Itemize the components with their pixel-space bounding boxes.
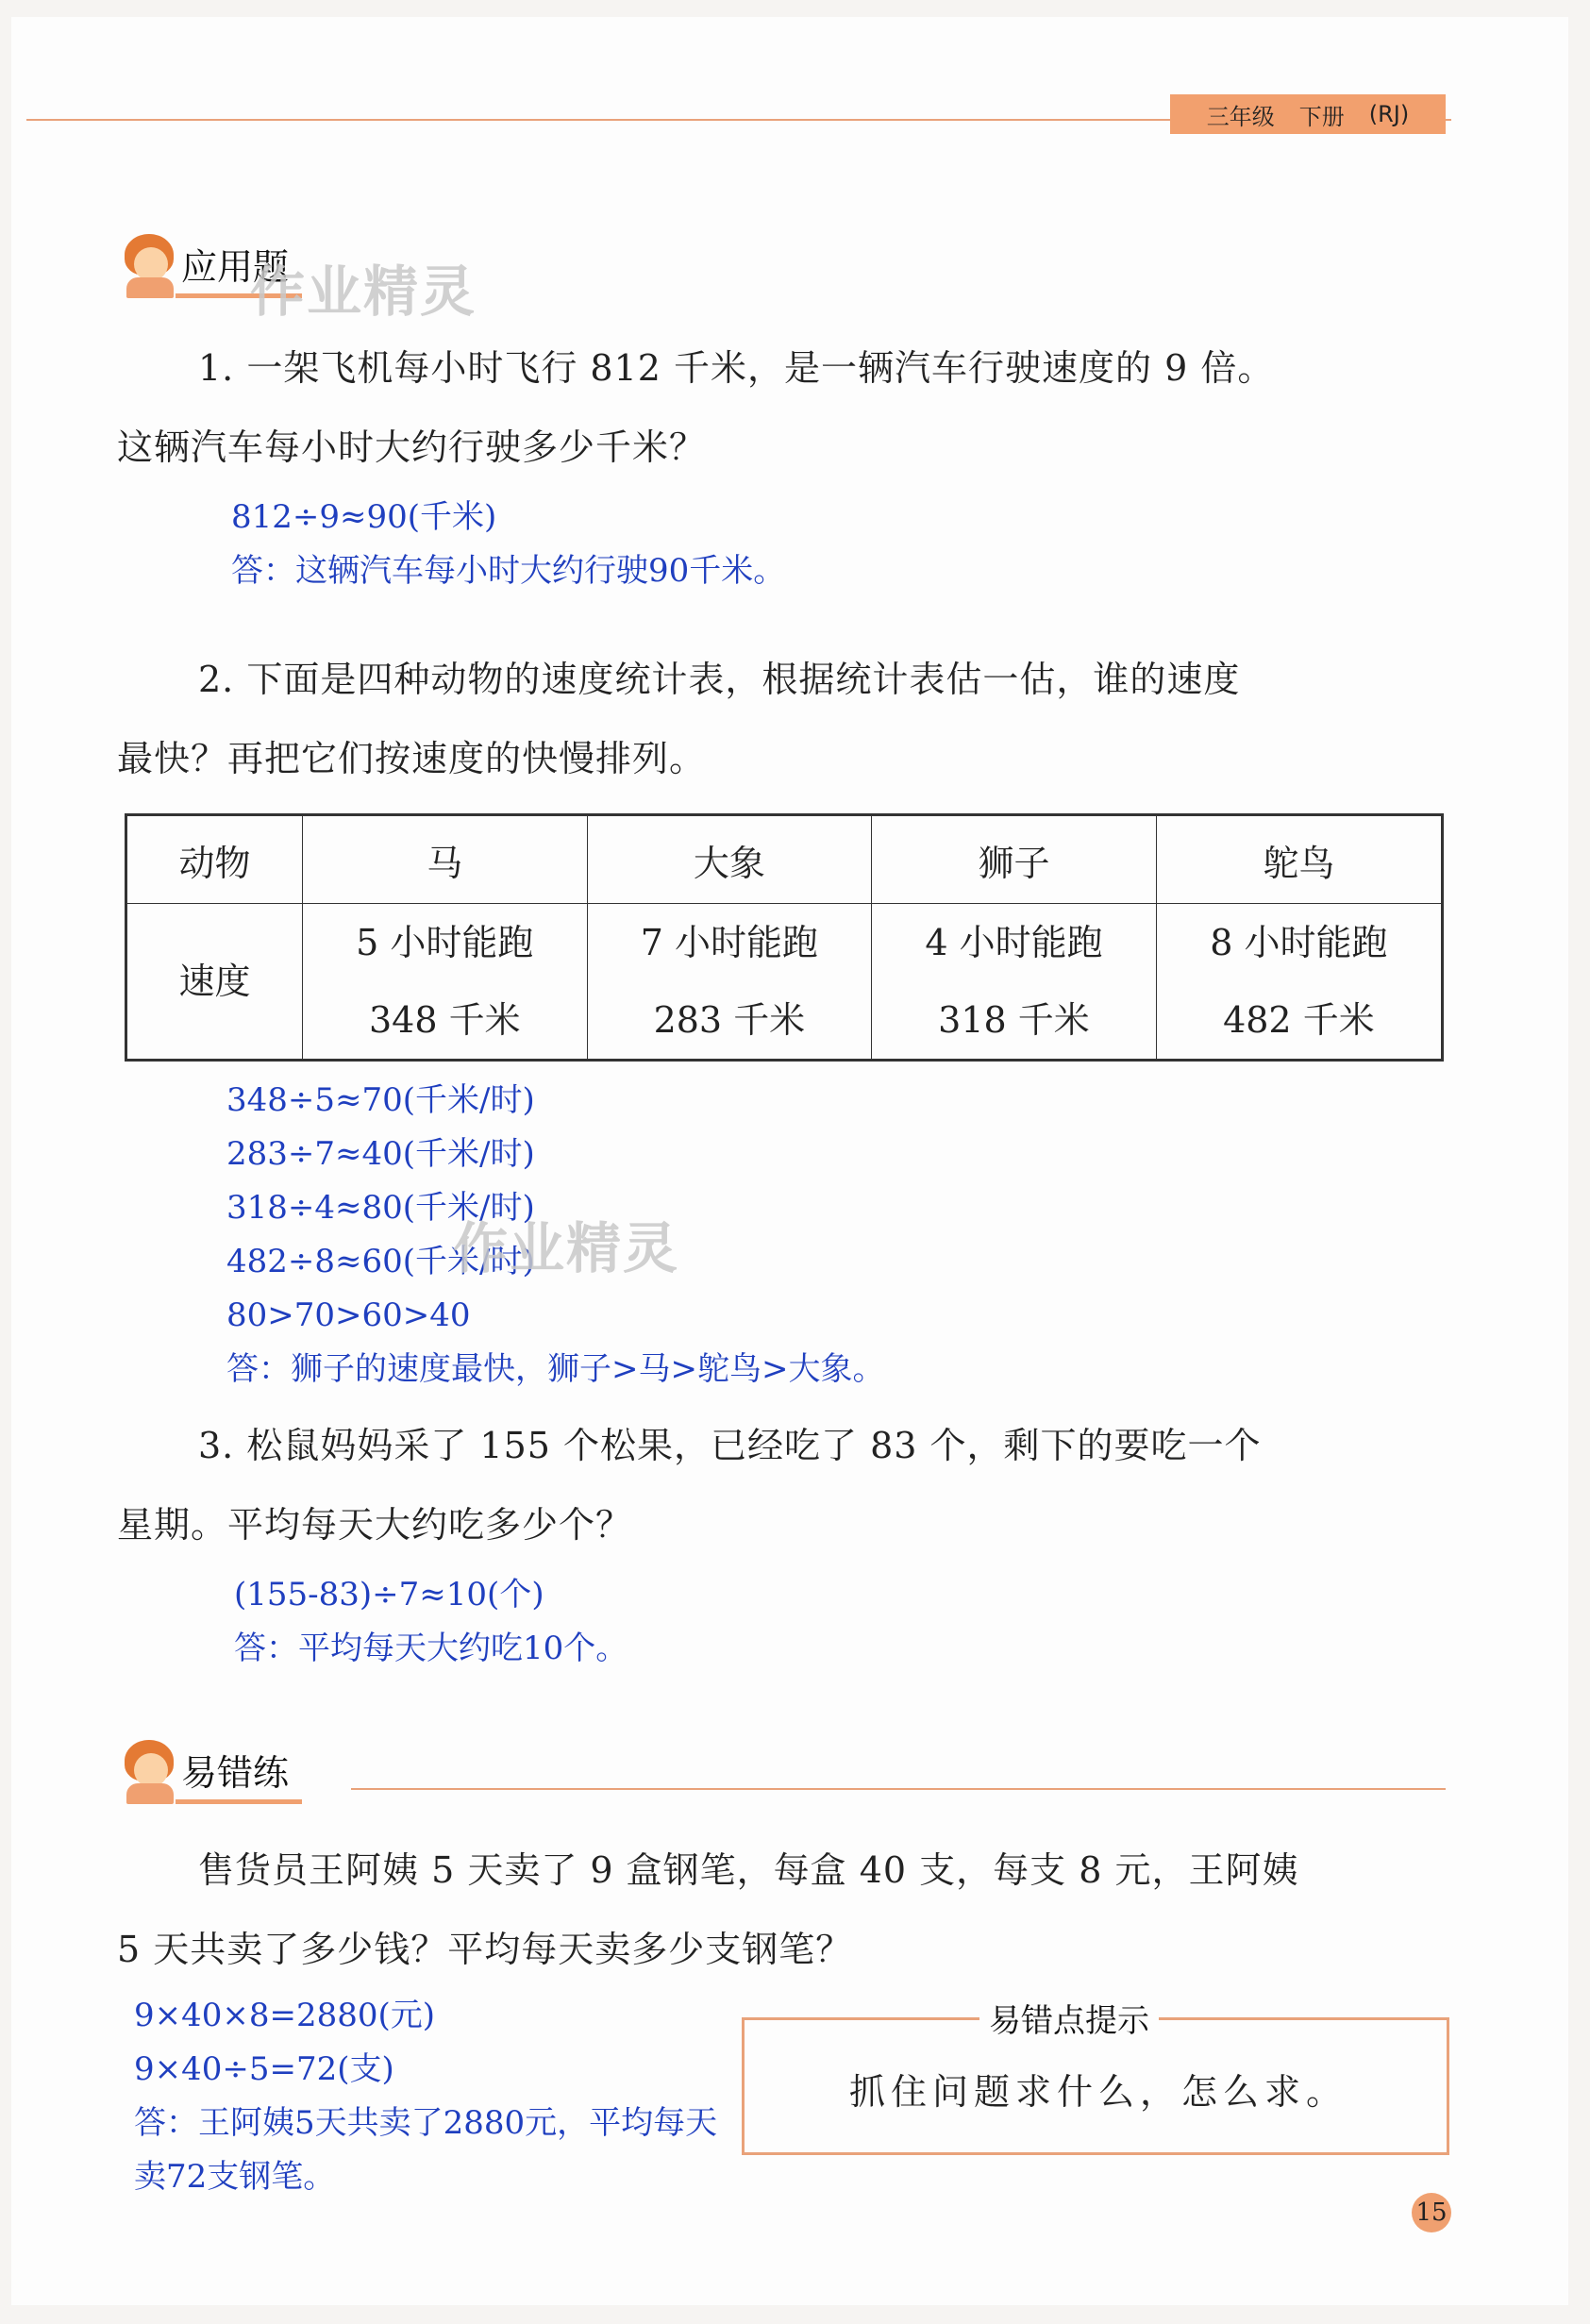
girl-mascot-icon <box>119 232 185 298</box>
section-title-mistakes: 易错练 <box>176 1744 302 1804</box>
answer-1-line-2: 答：这辆汽车每小时大约行驶90千米。 <box>231 552 786 590</box>
table-header-cell: 狮子 <box>872 815 1157 904</box>
section-title-applied: 应用题 <box>176 238 302 298</box>
grade-label: 三年级 <box>1206 103 1275 130</box>
page-number: 15 <box>1415 2199 1448 2227</box>
table-cell-line: 8 小时能跑 <box>1210 922 1388 963</box>
table-row-label: 速度 <box>126 904 303 1061</box>
table-header-cell: 动物 <box>126 815 303 904</box>
table-cell <box>872 904 1157 1061</box>
table-cell <box>1156 904 1442 1061</box>
watermark-top: 作业精灵 <box>250 259 477 324</box>
watermark-middle: 作业精灵 <box>453 1216 680 1280</box>
question-2-line-1: 2. 下面是四种动物的速度统计表，根据统计表估一估，谁的速度 <box>198 659 1241 700</box>
edition-label: (RJ) <box>1368 101 1410 127</box>
answer-1-line-1: 812÷9≈90(千米) <box>231 498 497 536</box>
answer-2-line-4: 482÷8≈60(千米/时) <box>226 1243 535 1280</box>
answer-4-line-2: 9×40÷5=72(支) <box>134 2050 394 2088</box>
answer-3-line-1: (155-83)÷7≈10(个) <box>234 1576 544 1613</box>
girl-mascot-icon <box>119 1738 185 1804</box>
page-number-badge <box>1412 2193 1451 2232</box>
table-cell-line: 318 千米 <box>938 999 1090 1041</box>
answer-2-line-5: 80>70>60>40 <box>226 1296 471 1334</box>
question-3-line-2: 星期。平均每天大约吃多少个？ <box>117 1504 633 1546</box>
table-row <box>126 904 1443 1061</box>
table-header-cell: 马 <box>303 815 588 904</box>
answer-2-line-1: 348÷5≈70(千米/时) <box>226 1081 535 1119</box>
table-cell-line: 348 千米 <box>368 999 521 1041</box>
table-cell <box>587 904 872 1061</box>
question-1-line-1: 1. 一架飞机每小时飞行 812 千米，是一辆汽车行驶速度的 9 倍。 <box>198 347 1275 389</box>
table-cell <box>303 904 588 1061</box>
table-header-row <box>126 815 1443 904</box>
question-4-line-2: 5 天共卖了多少钱？平均每天卖多少支钢笔？ <box>117 1929 853 1970</box>
table-header-cell: 大象 <box>587 815 872 904</box>
section-header-mistakes <box>119 1738 302 1804</box>
table-cell-line: 5 小时能跑 <box>356 922 534 963</box>
answer-4-line-1: 9×40×8=2880(元) <box>134 1997 436 2034</box>
table-cell-line: 7 小时能跑 <box>640 922 819 963</box>
answer-4-line-4: 卖72支钢笔。 <box>134 2158 336 2196</box>
table-header-cell: 鸵鸟 <box>1156 815 1442 904</box>
tip-title: 易错点提示 <box>979 1995 1159 2041</box>
question-3-line-1: 3. 松鼠妈妈采了 155 个松果，已经吃了 83 个，剩下的要吃一个 <box>198 1425 1262 1466</box>
tip-text: 抓住问题求什么，怎么求。 <box>849 2071 1348 2113</box>
table-cell-line: 4 小时能跑 <box>925 922 1103 963</box>
table-cell-line: 283 千米 <box>653 999 806 1041</box>
question-2-line-2: 最快？再把它们按速度的快慢排列。 <box>117 738 707 779</box>
answer-3-line-2: 答：平均每天大约吃10个。 <box>234 1630 628 1667</box>
header-badge <box>1170 94 1446 134</box>
table-cell-line: 482 千米 <box>1223 999 1375 1041</box>
volume-label: 下册 <box>1298 103 1345 130</box>
question-4-line-1: 售货员王阿姨 5 天卖了 9 盒钢笔，每盒 40 支，每支 8 元，王阿姨 <box>198 1849 1299 1891</box>
animal-speed-table <box>125 813 1444 1062</box>
answer-2-line-3: 318÷4≈80(千米/时) <box>226 1189 535 1227</box>
answer-4-line-3: 答：王阿姨5天共卖了2880元，平均每天 <box>134 2104 718 2142</box>
answer-2-line-2: 283÷7≈40(千米/时) <box>226 1135 535 1173</box>
question-1-line-2: 这辆汽车每小时大约行驶多少千米？ <box>117 426 707 468</box>
answer-2-line-6: 答：狮子的速度最快，狮子>马>鸵鸟>大象。 <box>226 1350 885 1388</box>
section-rule <box>351 1788 1446 1790</box>
